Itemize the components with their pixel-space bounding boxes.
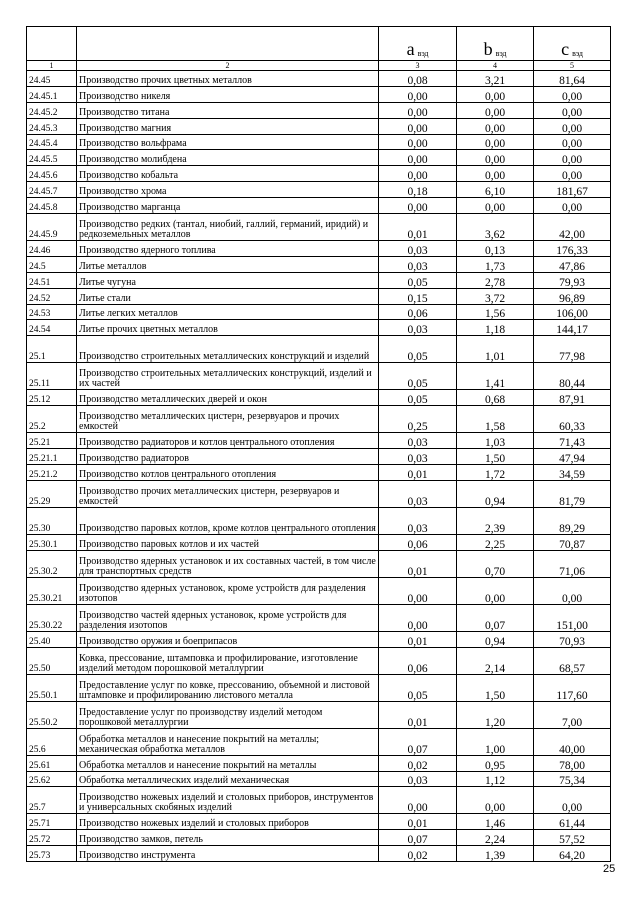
row-c-value: 117,60 bbox=[534, 674, 611, 701]
table-row bbox=[27, 241, 611, 257]
table-row bbox=[27, 728, 611, 755]
row-name: Производство никеля bbox=[77, 86, 379, 102]
row-code: 25.6 bbox=[27, 728, 77, 755]
table-body bbox=[27, 71, 611, 862]
table-row bbox=[27, 166, 611, 182]
row-b-value: 1,03 bbox=[457, 433, 534, 449]
row-code: 25.21.1 bbox=[27, 449, 77, 465]
row-c-value: 0,00 bbox=[534, 198, 611, 214]
row-a-value: 0,01 bbox=[379, 550, 457, 577]
table-row bbox=[27, 674, 611, 701]
header-b-ved bbox=[457, 27, 534, 61]
row-code: 24.53 bbox=[27, 304, 77, 320]
row-name: Производство вольфрама bbox=[77, 134, 379, 150]
row-b-value: 1,58 bbox=[457, 406, 534, 433]
row-b-value: 3,21 bbox=[457, 71, 534, 87]
row-a-value: 0,05 bbox=[379, 336, 457, 363]
row-code: 24.45.6 bbox=[27, 166, 77, 182]
row-a-value: 0,01 bbox=[379, 465, 457, 481]
table-row bbox=[27, 814, 611, 830]
row-c-value: 0,00 bbox=[534, 102, 611, 118]
column-number: 3 bbox=[379, 61, 457, 71]
row-code: 25.50 bbox=[27, 647, 77, 674]
row-b-value: 6,10 bbox=[457, 182, 534, 198]
row-b-value: 1,50 bbox=[457, 674, 534, 701]
row-name: Производство редких (тантал, ниобий, галлий, германий, иридий) и редкоземельных металлов bbox=[77, 214, 379, 241]
row-code: 25.30 bbox=[27, 507, 77, 534]
table-row bbox=[27, 86, 611, 102]
row-c-value: 7,00 bbox=[534, 701, 611, 728]
row-a-value: 0,01 bbox=[379, 631, 457, 647]
row-name: Производство кобальта bbox=[77, 166, 379, 182]
row-a-value: 0,03 bbox=[379, 256, 457, 272]
row-c-value: 80,44 bbox=[534, 363, 611, 390]
row-code: 25.12 bbox=[27, 390, 77, 406]
row-b-value: 1,46 bbox=[457, 814, 534, 830]
row-a-value: 0,01 bbox=[379, 214, 457, 241]
row-c-value: 81,79 bbox=[534, 480, 611, 507]
header-c-symbol: c bbox=[561, 39, 570, 59]
row-c-value: 70,87 bbox=[534, 534, 611, 550]
row-c-value: 0,00 bbox=[534, 577, 611, 604]
row-c-value: 79,93 bbox=[534, 272, 611, 288]
row-c-value: 0,00 bbox=[534, 134, 611, 150]
row-a-value: 0,08 bbox=[379, 71, 457, 87]
row-name: Производство молибдена bbox=[77, 150, 379, 166]
table-row bbox=[27, 631, 611, 647]
row-b-value: 0,68 bbox=[457, 390, 534, 406]
row-name: Производство магния bbox=[77, 118, 379, 134]
row-code: 24.52 bbox=[27, 288, 77, 304]
row-b-value: 2,39 bbox=[457, 507, 534, 534]
row-a-value: 0,06 bbox=[379, 647, 457, 674]
row-b-value: 0,00 bbox=[457, 118, 534, 134]
table-row bbox=[27, 272, 611, 288]
row-b-value: 0,95 bbox=[457, 755, 534, 771]
row-code: 25.21.2 bbox=[27, 465, 77, 481]
table-row bbox=[27, 433, 611, 449]
table-row bbox=[27, 755, 611, 771]
table-row bbox=[27, 363, 611, 390]
row-name: Производство ядерных установок и их составных частей, в том числе для транспортных средств bbox=[77, 550, 379, 577]
row-name: Производство паровых котлов, кроме котлов центрального отопления bbox=[77, 507, 379, 534]
row-code: 24.45.2 bbox=[27, 102, 77, 118]
header-b-subscript: вэд bbox=[495, 49, 507, 58]
header-name bbox=[77, 27, 379, 61]
row-a-value: 0,03 bbox=[379, 241, 457, 257]
row-b-value: 0,00 bbox=[457, 166, 534, 182]
row-name: Производство металлических цистерн, резервуаров и прочих емкостей bbox=[77, 406, 379, 433]
row-code: 25.71 bbox=[27, 814, 77, 830]
table-row bbox=[27, 390, 611, 406]
row-code: 25.11 bbox=[27, 363, 77, 390]
table-row bbox=[27, 846, 611, 862]
row-name: Производство прочих цветных металлов bbox=[77, 71, 379, 87]
row-code: 25.62 bbox=[27, 771, 77, 787]
table-row bbox=[27, 604, 611, 631]
row-a-value: 0,18 bbox=[379, 182, 457, 198]
row-b-value: 0,00 bbox=[457, 787, 534, 814]
row-name: Производство котлов центрального отопления bbox=[77, 465, 379, 481]
row-code: 25.30.2 bbox=[27, 550, 77, 577]
row-b-value: 2,25 bbox=[457, 534, 534, 550]
row-b-value: 3,62 bbox=[457, 214, 534, 241]
row-a-value: 0,00 bbox=[379, 150, 457, 166]
header-c-ved bbox=[534, 27, 611, 61]
row-name: Производство частей ядерных установок, кроме устройств для разделения изотопов bbox=[77, 604, 379, 631]
row-a-value: 0,03 bbox=[379, 771, 457, 787]
row-c-value: 70,93 bbox=[534, 631, 611, 647]
row-code: 24.51 bbox=[27, 272, 77, 288]
row-a-value: 0,25 bbox=[379, 406, 457, 433]
row-c-value: 77,98 bbox=[534, 336, 611, 363]
row-a-value: 0,03 bbox=[379, 449, 457, 465]
row-b-value: 0,94 bbox=[457, 631, 534, 647]
row-code: 25.40 bbox=[27, 631, 77, 647]
row-a-value: 0,00 bbox=[379, 102, 457, 118]
row-name: Производство ножевых изделий и столовых приборов, инструментов и универсальных скобяных изделий bbox=[77, 787, 379, 814]
column-number: 4 bbox=[457, 61, 534, 71]
page-number: 25 bbox=[603, 863, 616, 875]
row-name: Производство прочих металлических цистерн, резервуаров и емкостей bbox=[77, 480, 379, 507]
table-row bbox=[27, 71, 611, 87]
row-b-value: 3,72 bbox=[457, 288, 534, 304]
row-name: Производство ножевых изделий и столовых приборов bbox=[77, 814, 379, 830]
row-b-value: 0,00 bbox=[457, 150, 534, 166]
row-code: 24.45.9 bbox=[27, 214, 77, 241]
row-name: Производство строительных металлических конструкций и изделий bbox=[77, 336, 379, 363]
row-name: Производство строительных металлических конструкций, изделий и их частей bbox=[77, 363, 379, 390]
table-row bbox=[27, 577, 611, 604]
table-row bbox=[27, 550, 611, 577]
table-row bbox=[27, 304, 611, 320]
row-a-value: 0,01 bbox=[379, 701, 457, 728]
row-b-value: 0,00 bbox=[457, 577, 534, 604]
row-code: 25.30.22 bbox=[27, 604, 77, 631]
row-name: Производство радиаторов bbox=[77, 449, 379, 465]
row-name: Предоставление услуг по ковке, прессованию, объемной и листовой штамповке и профилированию листового металла bbox=[77, 674, 379, 701]
row-code: 24.5 bbox=[27, 256, 77, 272]
row-name: Литье стали bbox=[77, 288, 379, 304]
row-c-value: 47,94 bbox=[534, 449, 611, 465]
row-a-value: 0,05 bbox=[379, 272, 457, 288]
row-name: Производство металлических дверей и окон bbox=[77, 390, 379, 406]
row-b-value: 0,00 bbox=[457, 134, 534, 150]
row-code: 24.54 bbox=[27, 320, 77, 336]
row-code: 25.1 bbox=[27, 336, 77, 363]
table-row bbox=[27, 150, 611, 166]
row-c-value: 0,00 bbox=[534, 86, 611, 102]
row-b-value: 1,18 bbox=[457, 320, 534, 336]
row-c-value: 0,00 bbox=[534, 787, 611, 814]
row-a-value: 0,00 bbox=[379, 198, 457, 214]
row-code: 25.73 bbox=[27, 846, 77, 862]
table-row bbox=[27, 406, 611, 433]
header-c-subscript: вэд bbox=[572, 49, 583, 58]
row-code: 25.29 bbox=[27, 480, 77, 507]
row-name: Производство оружия и боеприпасов bbox=[77, 631, 379, 647]
row-b-value: 1,50 bbox=[457, 449, 534, 465]
row-c-value: 144,17 bbox=[534, 320, 611, 336]
row-c-value: 60,33 bbox=[534, 406, 611, 433]
column-number: 2 bbox=[77, 61, 379, 71]
row-name: Литье металлов bbox=[77, 256, 379, 272]
row-c-value: 68,57 bbox=[534, 647, 611, 674]
row-code: 25.2 bbox=[27, 406, 77, 433]
row-a-value: 0,00 bbox=[379, 577, 457, 604]
row-a-value: 0,05 bbox=[379, 363, 457, 390]
row-c-value: 81,64 bbox=[534, 71, 611, 87]
row-code: 25.50.1 bbox=[27, 674, 77, 701]
row-c-value: 78,00 bbox=[534, 755, 611, 771]
row-code: 25.30.1 bbox=[27, 534, 77, 550]
row-a-value: 0,00 bbox=[379, 86, 457, 102]
row-b-value: 0,13 bbox=[457, 241, 534, 257]
row-name: Производство радиаторов и котлов центрального отопления bbox=[77, 433, 379, 449]
row-code: 24.45.8 bbox=[27, 198, 77, 214]
header-a-ved bbox=[379, 27, 457, 61]
row-a-value: 0,01 bbox=[379, 814, 457, 830]
row-b-value: 0,00 bbox=[457, 198, 534, 214]
table-row bbox=[27, 118, 611, 134]
column-number: 1 bbox=[27, 61, 77, 71]
header-b-symbol: b bbox=[483, 39, 493, 59]
column-number-row bbox=[27, 61, 611, 71]
row-name: Обработка металлических изделий механическая bbox=[77, 771, 379, 787]
row-code: 25.21 bbox=[27, 433, 77, 449]
row-name: Предоставление услуг по производству изделий методом порошковой металлургии bbox=[77, 701, 379, 728]
row-c-value: 0,00 bbox=[534, 150, 611, 166]
row-code: 24.45.7 bbox=[27, 182, 77, 198]
table-row bbox=[27, 182, 611, 198]
row-b-value: 0,94 bbox=[457, 480, 534, 507]
row-a-value: 0,03 bbox=[379, 507, 457, 534]
row-a-value: 0,06 bbox=[379, 534, 457, 550]
row-b-value: 1,20 bbox=[457, 701, 534, 728]
row-b-value: 1,73 bbox=[457, 256, 534, 272]
row-a-value: 0,03 bbox=[379, 320, 457, 336]
row-c-value: 181,67 bbox=[534, 182, 611, 198]
row-c-value: 89,29 bbox=[534, 507, 611, 534]
row-b-value: 0,00 bbox=[457, 102, 534, 118]
table-row bbox=[27, 534, 611, 550]
row-name: Литье легких металлов bbox=[77, 304, 379, 320]
row-a-value: 0,05 bbox=[379, 674, 457, 701]
row-b-value: 1,56 bbox=[457, 304, 534, 320]
row-c-value: 0,00 bbox=[534, 118, 611, 134]
table-header-row bbox=[27, 27, 611, 61]
row-a-value: 0,05 bbox=[379, 390, 457, 406]
row-c-value: 42,00 bbox=[534, 214, 611, 241]
row-name: Литье чугуна bbox=[77, 272, 379, 288]
row-c-value: 61,44 bbox=[534, 814, 611, 830]
row-code: 24.45.4 bbox=[27, 134, 77, 150]
row-c-value: 40,00 bbox=[534, 728, 611, 755]
row-b-value: 0,00 bbox=[457, 86, 534, 102]
row-b-value: 1,72 bbox=[457, 465, 534, 481]
row-code: 25.72 bbox=[27, 830, 77, 846]
row-c-value: 151,00 bbox=[534, 604, 611, 631]
table-row bbox=[27, 102, 611, 118]
row-name: Производство замков, петель bbox=[77, 830, 379, 846]
header-a-subscript: вэд bbox=[417, 49, 429, 58]
row-c-value: 64,20 bbox=[534, 846, 611, 862]
row-c-value: 96,89 bbox=[534, 288, 611, 304]
row-name: Обработка металлов и нанесение покрытий на металлы; механическая обработка металлов bbox=[77, 728, 379, 755]
table-row bbox=[27, 771, 611, 787]
table-row bbox=[27, 449, 611, 465]
row-code: 25.7 bbox=[27, 787, 77, 814]
row-b-value: 1,00 bbox=[457, 728, 534, 755]
row-name: Обработка металлов и нанесение покрытий на металлы bbox=[77, 755, 379, 771]
header-a-symbol: a bbox=[406, 39, 415, 59]
row-code: 24.45.1 bbox=[27, 86, 77, 102]
table-row bbox=[27, 336, 611, 363]
column-number: 5 bbox=[534, 61, 611, 71]
row-b-value: 2,24 bbox=[457, 830, 534, 846]
row-b-value: 1,12 bbox=[457, 771, 534, 787]
table-row bbox=[27, 647, 611, 674]
table-row bbox=[27, 134, 611, 150]
row-a-value: 0,03 bbox=[379, 433, 457, 449]
row-a-value: 0,15 bbox=[379, 288, 457, 304]
row-a-value: 0,03 bbox=[379, 480, 457, 507]
row-name: Производство хрома bbox=[77, 182, 379, 198]
row-c-value: 34,59 bbox=[534, 465, 611, 481]
table-row bbox=[27, 320, 611, 336]
coefficients-table bbox=[26, 26, 611, 862]
row-name: Производство паровых котлов и их частей bbox=[77, 534, 379, 550]
row-code: 24.46 bbox=[27, 241, 77, 257]
row-b-value: 2,14 bbox=[457, 647, 534, 674]
row-b-value: 0,07 bbox=[457, 604, 534, 631]
row-a-value: 0,00 bbox=[379, 134, 457, 150]
table-row bbox=[27, 288, 611, 304]
row-b-value: 0,70 bbox=[457, 550, 534, 577]
header-code bbox=[27, 27, 77, 61]
row-c-value: 75,34 bbox=[534, 771, 611, 787]
table-row bbox=[27, 701, 611, 728]
row-code: 25.50.2 bbox=[27, 701, 77, 728]
row-c-value: 176,33 bbox=[534, 241, 611, 257]
row-name: Производство ядерных установок, кроме устройств для разделения изотопов bbox=[77, 577, 379, 604]
table-row bbox=[27, 507, 611, 534]
row-c-value: 47,86 bbox=[534, 256, 611, 272]
table-row bbox=[27, 256, 611, 272]
row-a-value: 0,07 bbox=[379, 728, 457, 755]
row-a-value: 0,06 bbox=[379, 304, 457, 320]
row-code: 25.30.21 bbox=[27, 577, 77, 604]
row-a-value: 0,00 bbox=[379, 118, 457, 134]
table-row bbox=[27, 787, 611, 814]
table-row bbox=[27, 480, 611, 507]
table-row bbox=[27, 214, 611, 241]
row-a-value: 0,00 bbox=[379, 166, 457, 182]
table-row bbox=[27, 198, 611, 214]
row-code: 24.45 bbox=[27, 71, 77, 87]
row-c-value: 87,91 bbox=[534, 390, 611, 406]
table-row bbox=[27, 465, 611, 481]
row-a-value: 0,02 bbox=[379, 846, 457, 862]
row-name: Производство титана bbox=[77, 102, 379, 118]
row-c-value: 0,00 bbox=[534, 166, 611, 182]
row-c-value: 57,52 bbox=[534, 830, 611, 846]
row-b-value: 1,39 bbox=[457, 846, 534, 862]
row-name: Производство ядерного топлива bbox=[77, 241, 379, 257]
row-b-value: 1,01 bbox=[457, 336, 534, 363]
row-code: 24.45.3 bbox=[27, 118, 77, 134]
row-b-value: 2,78 bbox=[457, 272, 534, 288]
row-name: Производство марганца bbox=[77, 198, 379, 214]
row-name: Литье прочих цветных металлов bbox=[77, 320, 379, 336]
row-a-value: 0,07 bbox=[379, 830, 457, 846]
row-b-value: 1,41 bbox=[457, 363, 534, 390]
row-code: 25.61 bbox=[27, 755, 77, 771]
row-a-value: 0,00 bbox=[379, 604, 457, 631]
row-c-value: 71,43 bbox=[534, 433, 611, 449]
row-code: 24.45.5 bbox=[27, 150, 77, 166]
row-name: Производство инструмента bbox=[77, 846, 379, 862]
row-c-value: 106,00 bbox=[534, 304, 611, 320]
row-a-value: 0,00 bbox=[379, 787, 457, 814]
row-a-value: 0,02 bbox=[379, 755, 457, 771]
row-c-value: 71,06 bbox=[534, 550, 611, 577]
table-row bbox=[27, 830, 611, 846]
row-name: Ковка, прессование, штамповка и профилирование, изготовление изделий методом порошковой металлургии bbox=[77, 647, 379, 674]
